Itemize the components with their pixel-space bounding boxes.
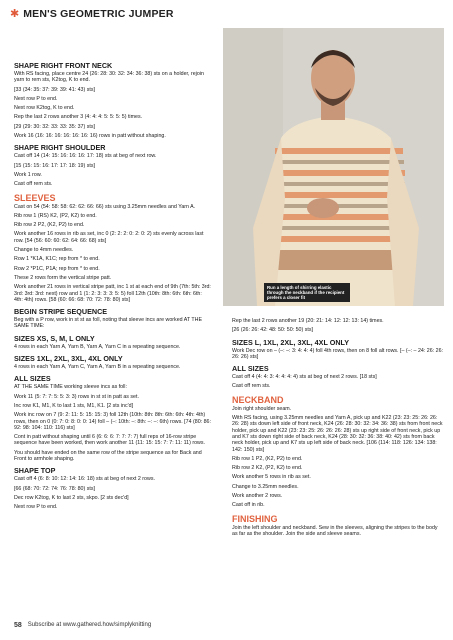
instruction-paragraph: Cast off 4 (6: 8: 10: 12: 14: 16: 18) sts at beg of next 2 rows. (14, 476, 155, 483)
instruction-paragraph: Dec row K2tog, K to last 2 sts, skpo. [2 sts dec'd] (14, 494, 129, 501)
instruction-paragraph: Change to 3.25mm needles. (232, 483, 299, 490)
instruction-paragraph: Work 1 row. (14, 171, 42, 178)
instruction-paragraph: Join right shoulder seam. (232, 405, 292, 412)
instruction-paragraph: AT THE SAME TIME working sleeve incs as foll: (14, 384, 127, 391)
instruction-paragraph: Work 11 (5: 7: 7: 5: 5: 3: 3) rows in st st in patt as set. (14, 393, 139, 400)
section-heading: ALL SIZES (14, 374, 51, 384)
section-heading: SIZES 1XL, 2XL, 3XL, 4XL ONLY (14, 354, 123, 364)
instruction-paragraph: With RS facing, using 3.25mm needles and Yarn A, pick up and K22 (23: 23: 25: 26: 26: 26: 28) sts down left side of front neck, K24 (26: 28: 30: 32: 34: 36: 38) sts from front neck holder, pick up and K22 (23: 23: 25: 26: 26: 26: 28) sts up right side of front neck, pick up and K7 sts down right side of back neck, K24 (28: 30: 32: 36: 38: 40: 42) sts from back neck holder, pick up and K7 sts up left side of back neck. [106 (114: 118: 126: 134: 138: 142: 150) sts] (232, 415, 443, 453)
section-heading: SHAPE RIGHT SHOULDER (14, 143, 106, 153)
instruction-paragraph: Change to 4mm needles. (14, 247, 74, 254)
section-heading: FINISHING (232, 513, 278, 524)
section-heading: SIZES L, 1XL, 2XL, 3XL, 4XL ONLY (232, 337, 350, 347)
instruction-paragraph: [15 (15: 15: 16: 17: 17: 18: 19) sts] (14, 162, 95, 169)
asterisk-icon: ✱ (10, 7, 20, 20)
instruction-paragraph: Work another 2 rows. (232, 493, 283, 500)
model-photo (223, 28, 444, 306)
section-heading: ALL SIZES (232, 364, 269, 374)
instruction-paragraph: Row 1 *K1A, K1C; rep from * to end. (14, 256, 100, 263)
instruction-paragraph: Rib row 2 P2, (K2, P2) to end. (14, 222, 85, 229)
instruction-paragraph: Work 16 (16: 16: 16: 16: 16: 16: 16) rows in patt without shaping. (14, 133, 166, 140)
instruction-paragraph: Rib row 1 P2, (K2, P2) to end. (232, 455, 303, 462)
instruction-paragraph: Next row K2tog, K to end. (14, 105, 75, 112)
instruction-paragraph: Work another 21 rows in vertical stripe patt, inc 1 st at each end of 9th (7th: 5th: 3rd: 3rd: 3rd: 3rd: next) row and 1 (1: 2: 3: 3: 3: 5: 5) foll 12th (10th: 8th: 6th: 6th: 6th: 4th: 4th) rows. [58 (60: 66: 68: 70: 72: 78: 80) sts] (14, 284, 211, 303)
instruction-paragraph: 4 rows in each Yarn A, Yarn B, Yarn A, Yarn C in a repeating sequence. (14, 343, 181, 350)
page-footer (14, 622, 151, 629)
right-column (232, 318, 444, 540)
instruction-paragraph: Work another 5 rows in rib as set. (232, 474, 311, 481)
left-column (14, 57, 212, 513)
instruction-paragraph: Cast off rem sts. (14, 181, 53, 188)
page-title: MEN'S GEOMETRIC JUMPER (23, 8, 174, 20)
instruction-paragraph: Next row P to end. (14, 504, 58, 511)
instruction-paragraph: [29 (29: 30: 32: 33: 33: 35: 37) sts] (14, 123, 95, 130)
instruction-paragraph: Rib row 2 K2, (P2, K2) to end. (232, 465, 303, 472)
section-heading: SHAPE TOP (14, 466, 56, 476)
instruction-paragraph: Work another 16 rows in rib as set, inc 0 (2: 2: 2: 0: 2: 0: 2) sts evenly across last row. [54 (56: 60: 60: 62: 64: 66: 68) sts] (14, 231, 204, 244)
section-heading: SLEEVES (14, 192, 56, 203)
section-heading: BEGIN STRIPE SEQUENCE (14, 307, 108, 317)
photo-caption: Run a length of shirring elastic through the neckband if the recipient prefers a closer fit (264, 283, 350, 302)
instruction-paragraph: Beg with a P row, work in st st as foll, noting that sleeve incs are worked AT THE SAME TIME: (14, 317, 203, 330)
instruction-paragraph: Next row P to end. (14, 95, 58, 102)
instruction-paragraph: Inc row K1, M1, K to last 1 sts, M1, K1. [2 sts inc'd] (14, 402, 134, 409)
subscribe-link[interactable]: Subscribe at www.gathered.how/simplyknitting (27, 622, 152, 628)
instruction-paragraph: Cast off in rib. (232, 502, 265, 509)
instruction-paragraph: Rib row 1 (RS) K2, (P2, K2) to end. (14, 212, 97, 219)
instruction-paragraph: You should have ended on the same row of the stripe sequence as for Back and Front to armhole shaping. (14, 449, 202, 462)
jumper-model-illustration (223, 28, 444, 306)
instruction-paragraph: Work Dec row on – (–: –: 3: 4: 4: 4) foll 4th rows, then on 8 foll alt rows. [– (–: – 24: 26: 26: 26: 26) sts] (232, 347, 443, 360)
instruction-paragraph: These 2 rows form the vertical stripe patt. (14, 274, 112, 281)
instruction-paragraph: With RS facing, place centre 24 (26: 28: 30: 32: 34: 36: 38) sts on a holder, rejoin yarn to rem sts, K2tog, K to end. (14, 71, 204, 84)
instruction-paragraph: Cast on 54 (54: 58: 58: 62: 62: 66: 66) sts using 3.25mm needles and Yarn A. (14, 203, 196, 210)
section-heading: NECKBAND (232, 394, 284, 405)
page-header (10, 8, 174, 20)
instruction-paragraph: Row 2 *P1C, P1A; rep from * to end. (14, 265, 100, 272)
instruction-paragraph: 4 rows in each Yarn A, Yarn C, Yarn A, Yarn B in a repeating sequence. (14, 364, 181, 371)
section-heading: SIZES XS, S, M, L ONLY (14, 333, 95, 343)
instruction-paragraph: [26 (26: 26: 42: 48: 50: 50: 50) sts] (232, 327, 313, 334)
instruction-paragraph: Rep the last 2 rows another 3 (4: 4: 4: 5: 5: 5: 5) times. (14, 114, 143, 121)
instruction-paragraph: Rep the last 2 rows another 19 (20: 21: 14: 12: 12: 13: 14) times. (232, 318, 384, 324)
instruction-paragraph: Join the left shoulder and neckband. Sew in the sleeves, aligning the stripes to the body as far as the shoulder. Join the side and sleeve seams. (232, 524, 438, 537)
instruction-paragraph: Cast off 4 (4: 4: 3: 4: 4: 4: 4) sts at beg of next 2 rows. [18 sts] (232, 374, 377, 381)
instruction-paragraph: [33 (34: 35: 37: 39: 39: 41: 43) sts] (14, 86, 95, 93)
instruction-paragraph: Cont in patt without shaping until 6 (6: 6: 6: 7: 7: 7: 7) full reps of 16-row stripe sequence have been worked, then work another 11 (11: 15: 15: 7: 7: 11: 11) rows. (14, 434, 206, 447)
instruction-paragraph: Cast off 14 (14: 15: 16: 16: 16: 17: 18) sts at beg of next row. (14, 153, 157, 160)
page-number: 58 (14, 622, 22, 629)
section-heading: SHAPE RIGHT FRONT NECK (14, 61, 113, 70)
instruction-paragraph: Work inc row on 7 (9: 2: 11: 5: 15: 15: 3) foll 12th (10th: 8th: 8th: 6th: 6th: 4th: 4th) rows, then on 0 (0: 7: 0: 8: 0: 0: 14) foll – (–: 10th: –: 8th: –: –: 6th) rows. [74 (80: 86: 92: 98: 104: 110: 116) sts] (14, 412, 211, 431)
instruction-paragraph: [66 (68: 70: 72: 74: 76: 78: 80) sts] (14, 485, 95, 492)
instruction-paragraph: Cast off rem sts. (232, 383, 271, 390)
